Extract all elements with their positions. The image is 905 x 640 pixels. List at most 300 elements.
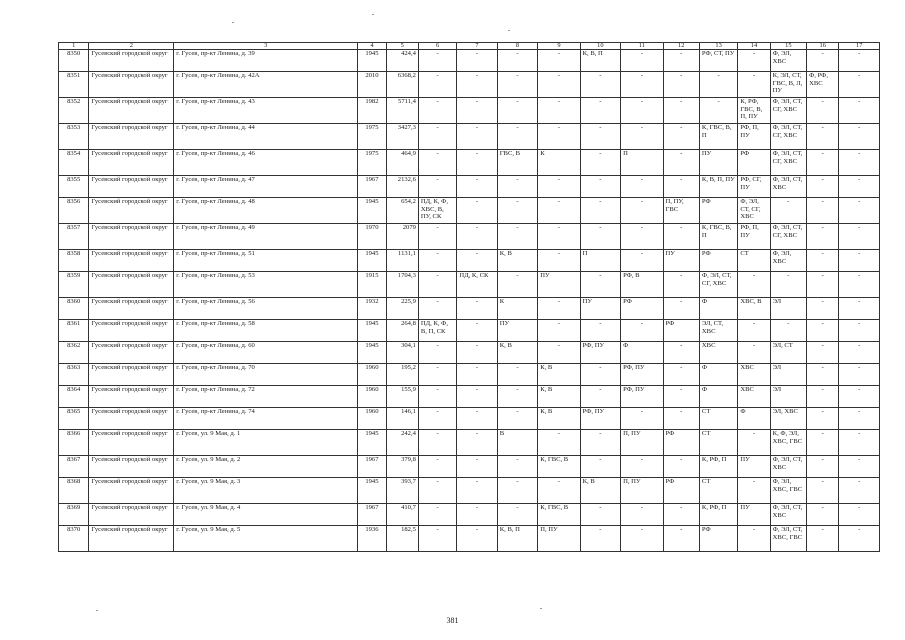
table-row [59,124,880,150]
table-cell-col-4: 1982 [358,98,386,124]
table-cell-col-1: 8350 [59,50,89,72]
table-cell-col-8: - [497,456,537,478]
table-cell-col-2: Гусевский городской округ [89,526,174,552]
column-number-10: 10 [580,43,620,50]
table-cell-col-9: К, ГВС, В [538,504,580,526]
table-cell-col-5: 182,5 [386,526,418,552]
table-cell-col-15: Ф, ЭЛ, СТ, СГ, ХВС [770,124,806,150]
table-cell-col-16: - [807,408,839,430]
table-cell-col-16: - [807,298,839,320]
table-cell-col-11: - [621,526,663,552]
table-cell-col-10: - [580,504,620,526]
table-cell-col-11: - [621,50,663,72]
table-cell-col-10: - [580,72,620,98]
scan-speck [508,30,510,31]
table-cell-col-15: Ф, ЭЛ, СТ, ХВС, ГВС [770,526,806,552]
table-cell-col-6: - [418,456,456,478]
table-cell-col-17: - [839,176,880,198]
table-cell-col-11: - [621,320,663,342]
column-number-12: 12 [663,43,699,50]
table-cell-col-3: г. Гусев, пр-кт Ленина, д. 60 [174,342,358,364]
table-cell-col-12: РФ [663,430,699,456]
table-cell-col-2: Гусевский городской округ [89,298,174,320]
table-cell-col-16: - [807,364,839,386]
table-cell-col-11: - [621,98,663,124]
table-cell-col-5: 6368,2 [386,72,418,98]
table-cell-col-17: - [839,298,880,320]
table-cell-col-13: СТ [699,430,737,456]
table-cell-col-6: - [418,478,456,504]
table-cell-col-5: 1704,3 [386,272,418,298]
table-cell-col-7: - [457,98,497,124]
table-cell-col-11: РФ, В [621,272,663,298]
table-cell-col-3: г. Гусев, пр-кт Ленина, д. 42А [174,72,358,98]
table-cell-col-17: - [839,504,880,526]
table-cell-col-6: - [418,50,456,72]
table-cell-col-17: - [839,272,880,298]
table-cell-col-10: - [580,124,620,150]
table-cell-col-4: 1975 [358,150,386,176]
table-cell-col-8: - [497,224,537,250]
table-cell-col-2: Гусевский городской округ [89,342,174,364]
table-cell-col-15: ЭЛ, СТ [770,342,806,364]
table-cell-col-10: - [580,430,620,456]
table-cell-col-3: г. Гусев, пр-кт Ленина, д. 46 [174,150,358,176]
table-cell-col-1: 8358 [59,250,89,272]
table-cell-col-7: - [457,526,497,552]
table-cell-col-7: - [457,224,497,250]
table-cell-col-9: П, ПУ [538,526,580,552]
table-cell-col-7: - [457,504,497,526]
table-cell-col-15: К, Ф, ЭЛ, ХВС, ГВС [770,430,806,456]
table-cell-col-8: - [497,272,537,298]
column-number-16: 16 [807,43,839,50]
table-cell-col-9: - [538,176,580,198]
table-cell-col-8: - [497,364,537,386]
table-cell-col-10: П [580,250,620,272]
table-cell-col-2: Гусевский городской округ [89,272,174,298]
table-cell-col-16: - [807,98,839,124]
table-cell-col-16: - [807,198,839,224]
column-number-8: 8 [497,43,537,50]
table-cell-col-14: - [738,342,770,364]
table-cell-col-5: 264,8 [386,320,418,342]
table-cell-col-1: 8364 [59,386,89,408]
table-cell-col-9: К, В [538,386,580,408]
table-cell-col-6: - [418,386,456,408]
table-cell-col-11: РФ, ПУ [621,364,663,386]
table-row [59,342,880,364]
table-cell-col-15: ЭЛ, ХВС [770,408,806,430]
table-cell-col-13: К, В, П, ПУ [699,176,737,198]
table-cell-col-17: - [839,150,880,176]
table-cell-col-17: - [839,250,880,272]
column-number-15: 15 [770,43,806,50]
table-cell-col-4: 1967 [358,456,386,478]
table-cell-col-3: г. Гусев, ул. 9 Мая, д. 1 [174,430,358,456]
table-cell-col-13: СТ [699,478,737,504]
table-cell-col-9: К [538,150,580,176]
table-cell-col-10: - [580,272,620,298]
table-cell-col-6: - [418,364,456,386]
table-cell-col-1: 8361 [59,320,89,342]
table-cell-col-7: - [457,250,497,272]
table-cell-col-2: Гусевский городской округ [89,98,174,124]
table-cell-col-5: 155,9 [386,386,418,408]
table-cell-col-6: ПД, К, Ф, В, П, СК [418,320,456,342]
table-cell-col-15: Ф, ЭЛ, СТ, ХВС [770,456,806,478]
table-cell-col-5: 464,9 [386,150,418,176]
table-cell-col-11: - [621,72,663,98]
table-cell-col-10: - [580,320,620,342]
table-cell-col-11: - [621,198,663,224]
table-cell-col-1: 8366 [59,430,89,456]
table-cell-col-3: г. Гусев, ул. 9 Мая, д. 4 [174,504,358,526]
table-cell-col-12: - [663,224,699,250]
table-cell-col-9: К, ГВС, В [538,456,580,478]
table-cell-col-17: - [839,386,880,408]
table-cell-col-5: 654,2 [386,198,418,224]
table-cell-col-7: - [457,408,497,430]
table-cell-col-13: СТ [699,408,737,430]
table-cell-col-14: ХВС, В [738,298,770,320]
table-cell-col-16: - [807,430,839,456]
table-cell-col-14: СТ [738,250,770,272]
table-cell-col-9: - [538,198,580,224]
table-cell-col-10: К, В, П [580,50,620,72]
table-cell-col-13: К, РФ, П [699,504,737,526]
table-cell-col-2: Гусевский городской округ [89,72,174,98]
column-number-header [59,43,880,50]
table-cell-col-13: - [699,98,737,124]
table-cell-col-6: - [418,224,456,250]
table-cell-col-16: - [807,150,839,176]
table-cell-col-9: - [538,320,580,342]
table-cell-col-3: г. Гусев, пр-кт Ленина, д. 48 [174,198,358,224]
table-cell-col-13: ЭЛ, СТ, ХВС [699,320,737,342]
table-cell-col-6: - [418,176,456,198]
table-cell-col-1: 8355 [59,176,89,198]
table-cell-col-6: - [418,250,456,272]
table-cell-col-13: РФ [699,198,737,224]
table-cell-col-2: Гусевский городской округ [89,150,174,176]
table-cell-col-3: г. Гусев, пр-кт Ленина, д. 70 [174,364,358,386]
table-cell-col-9: - [538,478,580,504]
table-cell-col-15: ЭЛ [770,386,806,408]
table-row [59,198,880,224]
table-row [59,364,880,386]
table-cell-col-2: Гусевский городской округ [89,430,174,456]
table-cell-col-4: 1945 [358,478,386,504]
table-cell-col-17: - [839,124,880,150]
table-cell-col-1: 8359 [59,272,89,298]
table-cell-col-16: - [807,50,839,72]
table-row [59,526,880,552]
table-cell-col-7: - [457,50,497,72]
table-cell-col-8: ПУ [497,320,537,342]
table-cell-col-7: - [457,342,497,364]
table-cell-col-8: К, В [497,250,537,272]
table-cell-col-9: - [538,298,580,320]
table-cell-col-9: - [538,342,580,364]
table-cell-col-17: - [839,98,880,124]
column-number-3: 3 [174,43,358,50]
table-cell-col-4: 2010 [358,72,386,98]
table-cell-col-2: Гусевский городской округ [89,224,174,250]
table-cell-col-15: Ф, ЭЛ, СТ, СГ, ХВС [770,98,806,124]
table-cell-col-16: - [807,504,839,526]
table-cell-col-1: 8369 [59,504,89,526]
table-row [59,504,880,526]
table-cell-col-17: - [839,50,880,72]
table-cell-col-12: - [663,72,699,98]
table-cell-col-4: 1945 [358,342,386,364]
table-cell-col-1: 8368 [59,478,89,504]
table-cell-col-4: 1915 [358,272,386,298]
table-cell-col-3: г. Гусев, пр-кт Ленина, д. 47 [174,176,358,198]
table-cell-col-5: 195,2 [386,364,418,386]
table-cell-col-17: - [839,478,880,504]
table-cell-col-14: РФ, П, ПУ [738,124,770,150]
table-row [59,478,880,504]
table-cell-col-3: г. Гусев, пр-кт Ленина, д. 72 [174,386,358,408]
table-cell-col-12: - [663,124,699,150]
table-cell-col-14: - [738,478,770,504]
table-cell-col-13: РФ [699,526,737,552]
table-cell-col-14: - [738,50,770,72]
table-cell-col-9: К, В [538,408,580,430]
table-cell-col-17: - [839,224,880,250]
table-cell-col-7: - [457,456,497,478]
table-cell-col-1: 8353 [59,124,89,150]
table-cell-col-17: - [839,456,880,478]
table-cell-col-10: - [580,98,620,124]
table-cell-col-13: К, ГВС, В, П [699,224,737,250]
table-cell-col-10: ПУ [580,298,620,320]
column-number-17: 17 [839,43,880,50]
table-cell-col-2: Гусевский городской округ [89,124,174,150]
table-cell-col-2: Гусевский городской округ [89,198,174,224]
scan-speck [540,608,542,609]
table-cell-col-13: ПУ [699,150,737,176]
table-cell-col-12: - [663,456,699,478]
table-cell-col-9: К, В [538,364,580,386]
table-cell-col-9: - [538,50,580,72]
table-cell-col-16: - [807,342,839,364]
table-cell-col-1: 8362 [59,342,89,364]
table-cell-col-12: - [663,408,699,430]
table-cell-col-3: г. Гусев, пр-кт Ленина, д. 51 [174,250,358,272]
table-cell-col-14: ХВС [738,364,770,386]
table-cell-col-8: ГВС, В [497,150,537,176]
column-number-13: 13 [699,43,737,50]
table-cell-col-7: - [457,364,497,386]
table-cell-col-8: - [497,124,537,150]
table-cell-col-16: - [807,224,839,250]
table-cell-col-7: - [457,150,497,176]
table-cell-col-14: Ф [738,408,770,430]
table-cell-col-1: 8365 [59,408,89,430]
table-row [59,320,880,342]
column-number-2: 2 [89,43,174,50]
table-cell-col-3: г. Гусев, пр-кт Ленина, д. 58 [174,320,358,342]
table-cell-col-2: Гусевский городской округ [89,386,174,408]
table-cell-col-5: 2079 [386,224,418,250]
table-cell-col-1: 8363 [59,364,89,386]
table-cell-col-11: П, ПУ [621,430,663,456]
table-cell-col-11: РФ, ПУ [621,386,663,408]
table-cell-col-10: РФ, ПУ [580,342,620,364]
table-cell-col-17: - [839,526,880,552]
table-cell-col-5: 410,7 [386,504,418,526]
table-cell-col-8: - [497,504,537,526]
table-cell-col-17: - [839,198,880,224]
table-cell-col-11: РФ [621,298,663,320]
table-cell-col-15: Ф, ЭЛ, ХВС, ГВС [770,478,806,504]
table-cell-col-3: г. Гусев, пр-кт Ленина, д. 44 [174,124,358,150]
table-cell-col-5: 2132,6 [386,176,418,198]
table-cell-col-1: 8356 [59,198,89,224]
table-cell-col-7: - [457,124,497,150]
table-cell-col-16: - [807,124,839,150]
table-cell-col-1: 8370 [59,526,89,552]
table-cell-col-6: - [418,526,456,552]
table-cell-col-1: 8367 [59,456,89,478]
table-cell-col-17: - [839,72,880,98]
table-row [59,250,880,272]
table-cell-col-5: 5711,4 [386,98,418,124]
table-cell-col-8: - [497,198,537,224]
table-cell-col-4: 1945 [358,250,386,272]
table-cell-col-2: Гусевский городской округ [89,176,174,198]
table-cell-col-2: Гусевский городской округ [89,50,174,72]
table-cell-col-5: 225,9 [386,298,418,320]
table-cell-col-4: 1932 [358,298,386,320]
table-cell-col-8: - [497,72,537,98]
table-cell-col-10: РФ, ПУ [580,408,620,430]
table-cell-col-12: - [663,504,699,526]
table-cell-col-14: Ф, ЭЛ, СТ, СГ, ХВС [738,198,770,224]
table-row [59,456,880,478]
table-row [59,150,880,176]
table-cell-col-1: 8360 [59,298,89,320]
table-cell-col-9: - [538,430,580,456]
table-cell-col-7: - [457,478,497,504]
table-cell-col-7: - [457,298,497,320]
table-cell-col-7: - [457,430,497,456]
column-number-5: 5 [386,43,418,50]
table-cell-col-5: 1131,1 [386,250,418,272]
table-cell-col-15: - [770,272,806,298]
table-cell-col-3: г. Гусев, пр-кт Ленина, д. 49 [174,224,358,250]
table-cell-col-11: П [621,150,663,176]
table-cell-col-14: ПУ [738,456,770,478]
table-cell-col-16: - [807,478,839,504]
table-cell-col-14: - [738,526,770,552]
table-cell-col-17: - [839,408,880,430]
table-cell-col-6: - [418,72,456,98]
table-row [59,408,880,430]
table-cell-col-14: РФ [738,150,770,176]
table-cell-col-15: - [770,320,806,342]
page-number: 381 [446,616,459,625]
table-cell-col-5: 424,4 [386,50,418,72]
table-cell-col-3: г. Гусев, ул. 9 Мая, д. 2 [174,456,358,478]
table-cell-col-8: К, В, П [497,526,537,552]
table-cell-col-11: - [621,124,663,150]
table-cell-col-13: Ф [699,364,737,386]
table-cell-col-3: г. Гусев, ул. 9 Мая, д. 3 [174,478,358,504]
table-cell-col-6: - [418,124,456,150]
table-cell-col-12: - [663,272,699,298]
column-number-14: 14 [738,43,770,50]
table-cell-col-2: Гусевский городской округ [89,320,174,342]
table-cell-col-8: - [497,478,537,504]
table-cell-col-16: - [807,250,839,272]
table-cell-col-16: - [807,272,839,298]
table-cell-col-5: 146,1 [386,408,418,430]
table-cell-col-16: - [807,526,839,552]
table-cell-col-4: 1970 [358,224,386,250]
table-cell-col-4: 1975 [358,124,386,150]
table-cell-col-6: - [418,298,456,320]
table-cell-col-8: - [497,408,537,430]
table-cell-col-11: Ф [621,342,663,364]
table-cell-col-13: ХВС [699,342,737,364]
table-cell-col-6: - [418,342,456,364]
table-cell-col-14: - [738,272,770,298]
table-cell-col-12: - [663,386,699,408]
table-cell-col-13: РФ, СТ, ПУ [699,50,737,72]
table-cell-col-12: - [663,98,699,124]
table-cell-col-10: - [580,364,620,386]
table-cell-col-1: 8354 [59,150,89,176]
table-cell-col-17: - [839,364,880,386]
table-cell-col-4: 1960 [358,386,386,408]
table-row [59,298,880,320]
table-cell-col-3: г. Гусев, пр-кт Ленина, д. 74 [174,408,358,430]
table-cell-col-11: - [621,504,663,526]
table-cell-col-4: 1945 [358,198,386,224]
table-cell-col-17: - [839,430,880,456]
table-cell-col-12: - [663,526,699,552]
table-cell-col-1: 8351 [59,72,89,98]
table-cell-col-8: К [497,298,537,320]
table-cell-col-12: П, ПУ, ГВС [663,198,699,224]
table-cell-col-11: - [621,408,663,430]
table-cell-col-5: 242,4 [386,430,418,456]
table-cell-col-16: - [807,320,839,342]
table-cell-col-9: - [538,98,580,124]
table-row [59,386,880,408]
column-number-1: 1 [59,43,89,50]
table-cell-col-1: 8357 [59,224,89,250]
table-cell-col-10: - [580,386,620,408]
table-cell-col-10: - [580,150,620,176]
table-row [59,176,880,198]
table-cell-col-15: Ф, ЭЛ, СТ, СГ, ХВС [770,224,806,250]
table-row [59,430,880,456]
table-cell-col-2: Гусевский городской округ [89,364,174,386]
table-row [59,72,880,98]
table-cell-col-11: - [621,224,663,250]
table-cell-col-9: - [538,250,580,272]
table-cell-col-12: РФ [663,320,699,342]
table-cell-col-12: - [663,150,699,176]
table-cell-col-5: 304,1 [386,342,418,364]
table-cell-col-6: - [418,430,456,456]
table-cell-col-12: РФ [663,478,699,504]
